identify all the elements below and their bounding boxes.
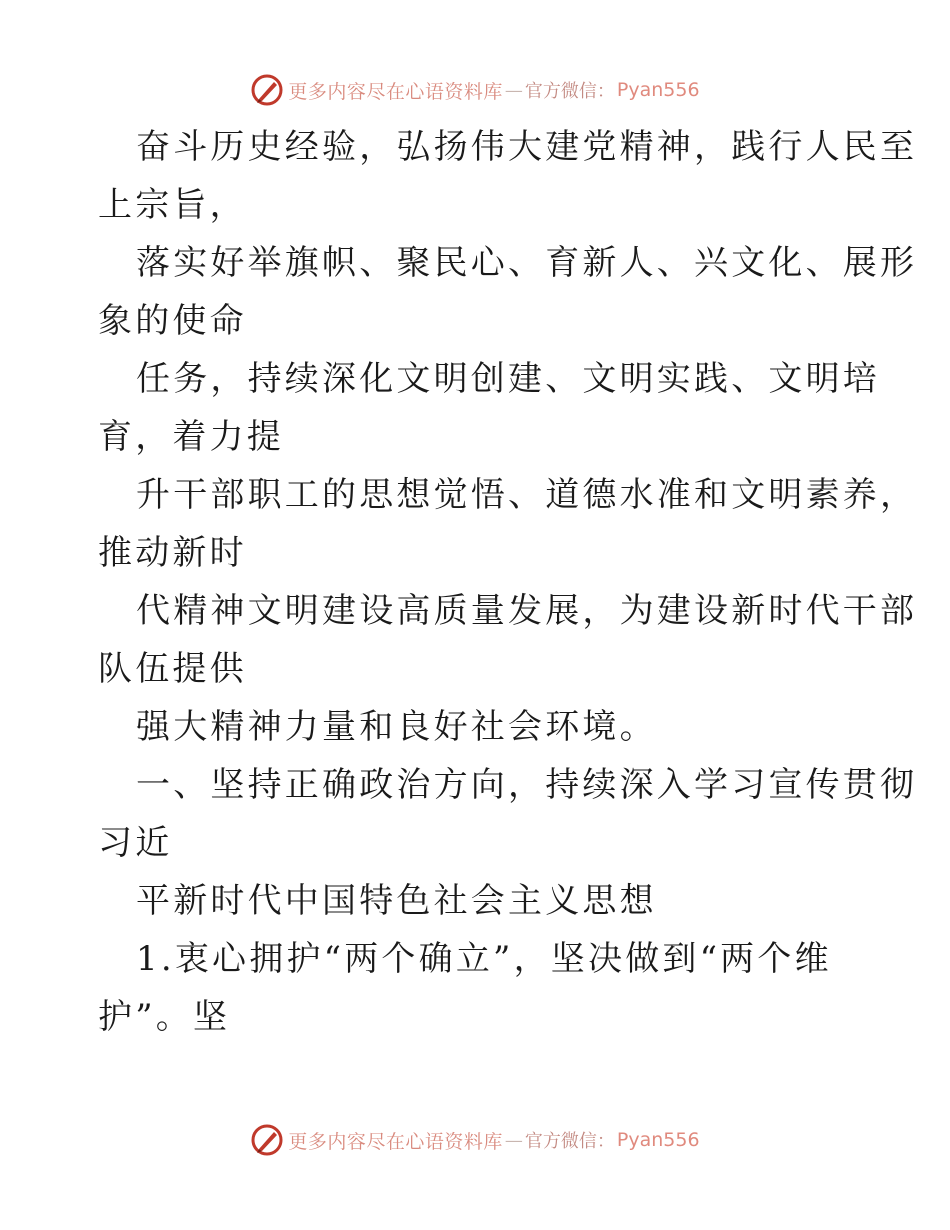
body-text-line: 平新时代中国特色社会主义思想: [136, 881, 657, 921]
body-text-line: 代精神文明建设高质量发展，为建设新时代干部: [136, 591, 918, 631]
banner-wechat-id: Pyan556: [616, 1129, 700, 1151]
footer-watermark-banner: [0, 1120, 950, 1160]
banner-wechat-label: 官方微信：: [524, 81, 615, 102]
banner-wechat-id: Pyan556: [616, 79, 700, 101]
body-text-line: 象的使命: [98, 301, 247, 341]
banner-dash: —: [504, 1129, 523, 1151]
pen-logo-icon: [250, 73, 284, 107]
body-text-line: 上宗旨，: [98, 185, 247, 225]
banner-dash: —: [504, 79, 523, 101]
banner-main-text: 更多内容尽在心语资料库: [288, 80, 503, 103]
body-text-line: 落实好举旗帜、聚民心、育新人、兴文化、展形: [136, 243, 918, 283]
body-text-line: 一、坚持正确政治方向，持续深入学习宣传贯彻: [136, 765, 918, 805]
banner-main-text: 更多内容尽在心语资料库: [288, 1130, 503, 1153]
pen-logo-icon: [250, 1123, 284, 1157]
body-text-line: 任务，持续深化文明创建、文明实践、文明培: [136, 359, 880, 399]
document-body: [98, 118, 918, 1046]
body-text-line: 推动新时: [98, 533, 247, 573]
body-text-line: 习近: [98, 823, 173, 863]
body-text-line: 护”。坚: [98, 997, 231, 1037]
body-text-line: 强大精神力量和良好社会环境。: [136, 707, 657, 747]
body-text-line: 育，着力提: [98, 417, 284, 457]
body-text-line: 升干部职工的思想觉悟、道德水准和文明素养，: [136, 475, 918, 515]
banner-wechat-label: 官方微信：: [524, 1131, 615, 1152]
body-text-line: 奋斗历史经验，弘扬伟大建党精神，践行人民至: [136, 127, 918, 167]
body-text-line: 1.衷心拥护“两个确立”，坚决做到“两个维: [136, 939, 832, 979]
body-text-line: 队伍提供: [98, 649, 247, 689]
header-watermark-banner: [0, 70, 950, 110]
